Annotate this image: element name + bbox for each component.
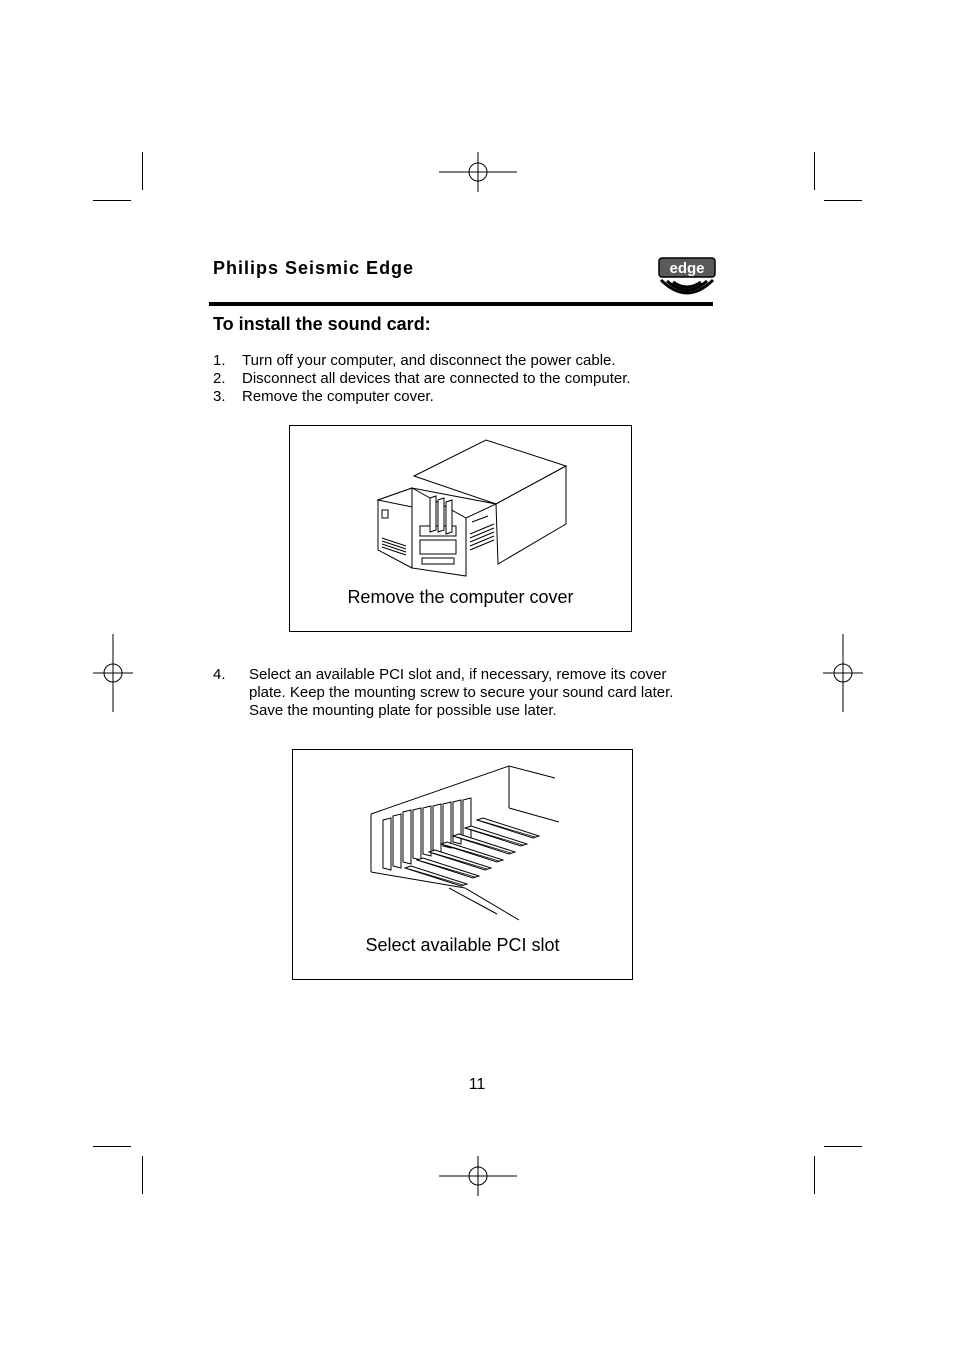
logo-text: edge [669, 260, 705, 277]
list-item [213, 666, 713, 720]
crop-mark [824, 1146, 862, 1147]
crop-mark [93, 1146, 131, 1147]
crop-mark [814, 1156, 815, 1194]
step-number: 2. [213, 370, 226, 387]
step-text: Select an available PCI slot and, if necessary, remove its cover plate. Keep the mounting screw to secure your sound card later. Save the mounting plate for possible use later. [249, 666, 674, 719]
page-number: 11 [468, 1076, 486, 1093]
step-text: Disconnect all devices that are connected to the computer. [242, 370, 631, 387]
step-number: 1. [213, 352, 226, 369]
crop-mark [814, 152, 815, 190]
step-number: 4. [213, 666, 226, 683]
pci-slots-illustration-icon [369, 764, 569, 924]
list-item [213, 388, 713, 406]
crop-mark [93, 200, 131, 201]
section-title: To install the sound card: [213, 314, 431, 334]
registration-mark-icon [823, 634, 863, 712]
figure-caption: Select available PCI slot [365, 935, 560, 955]
figure-pci-slot [292, 749, 633, 980]
figure-caption: Remove the computer cover [347, 587, 574, 607]
step-text: Remove the computer cover. [242, 388, 434, 405]
edge-logo-icon [658, 256, 716, 302]
step-text: Turn off your computer, and disconnect the power cable. [242, 352, 616, 369]
header-rule [209, 302, 713, 306]
list-item [213, 370, 713, 388]
registration-mark-icon [439, 1156, 517, 1196]
crop-mark [142, 1156, 143, 1194]
list-item [213, 352, 713, 370]
crop-mark [142, 152, 143, 190]
figure-remove-cover [289, 425, 632, 632]
step-number: 3. [213, 388, 226, 405]
step-list [213, 352, 713, 406]
computer-case-illustration-icon [376, 438, 568, 578]
header-title: Philips Seismic Edge [213, 258, 415, 278]
registration-mark-icon [93, 634, 133, 712]
registration-mark-icon [439, 152, 517, 192]
crop-mark [824, 200, 862, 201]
